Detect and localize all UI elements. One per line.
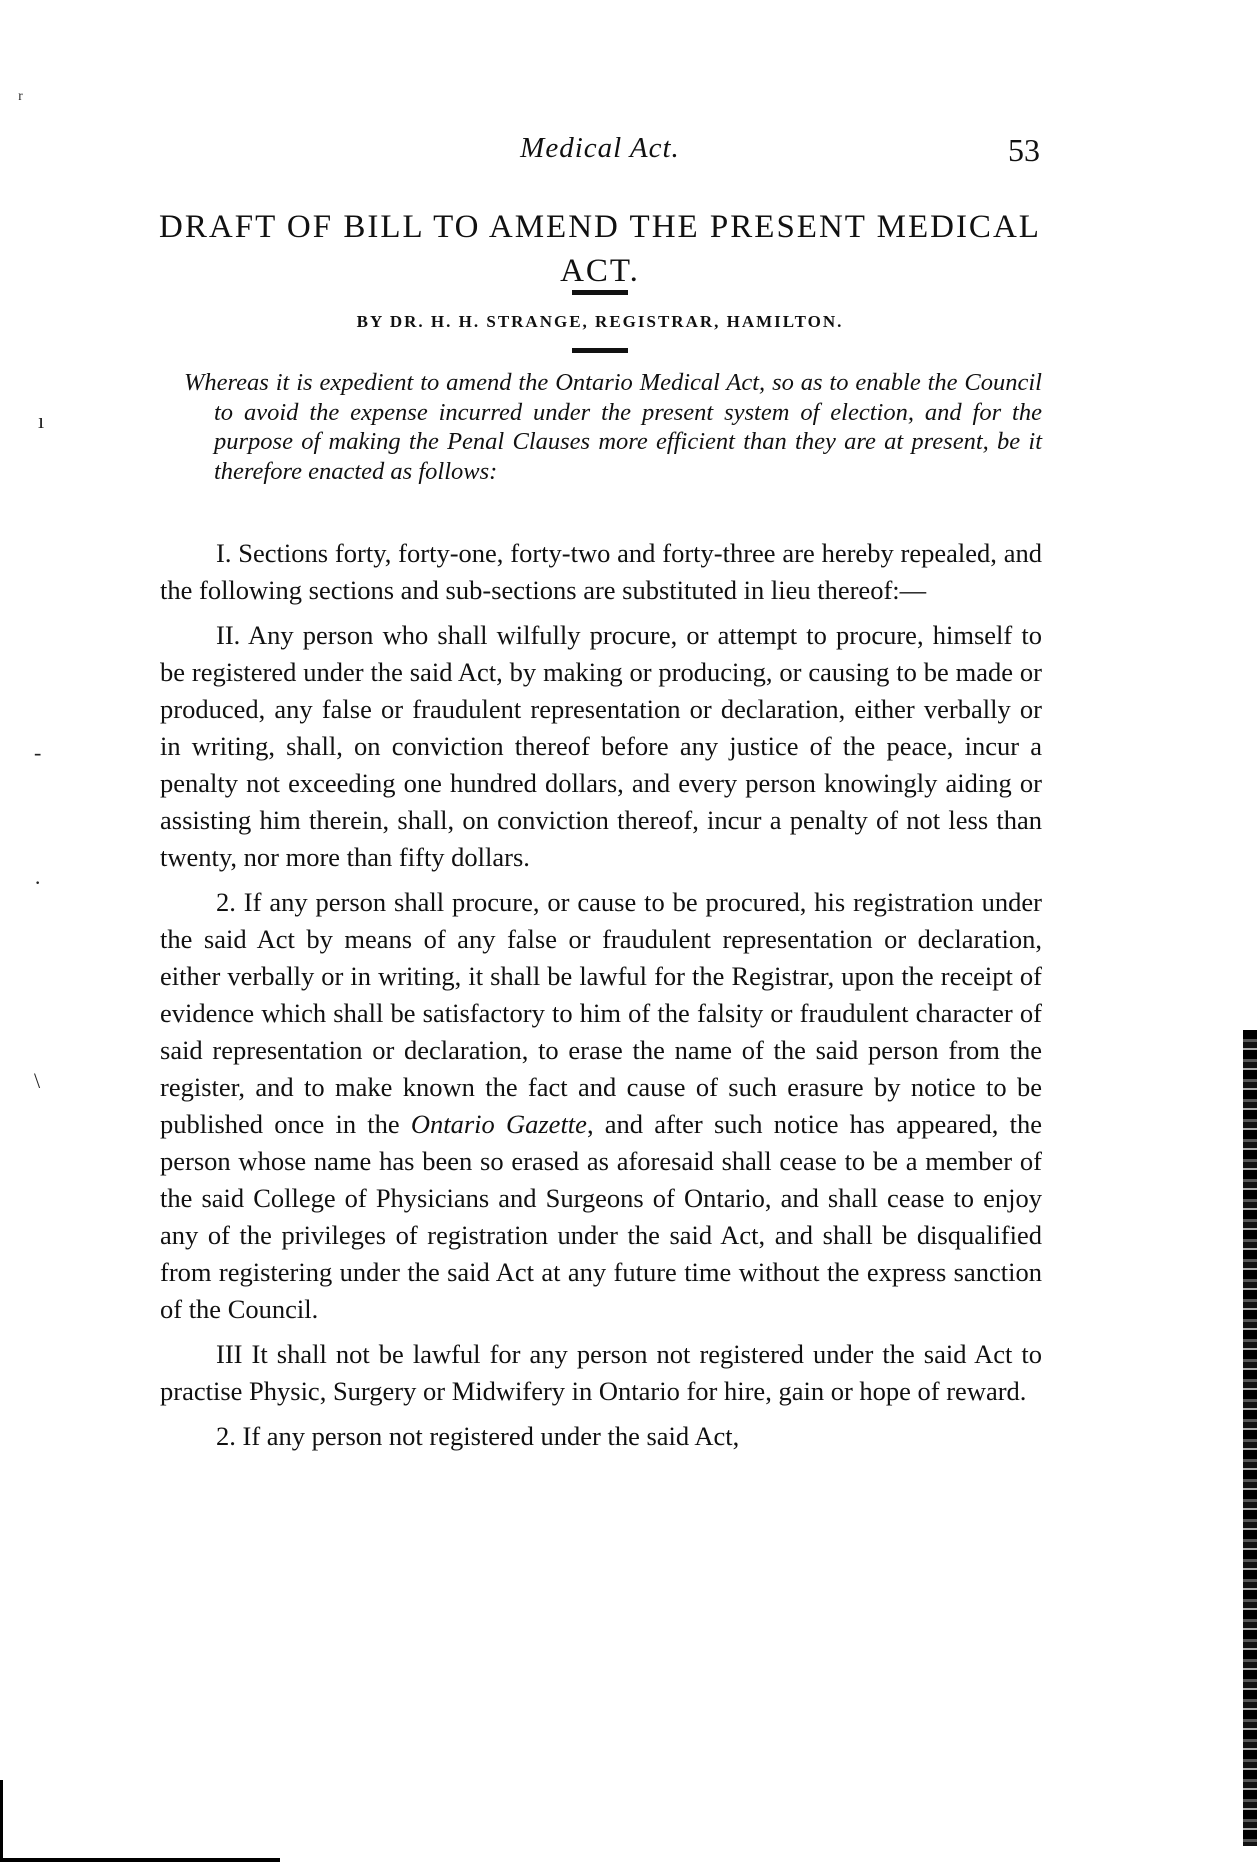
section-paragraph: III It shall not be lawful for any person not registered under the said Act to practise Physic, Surgery or Midwifery in Ontario for hire, gain or hope of reward.: [160, 1339, 1042, 1406]
subsection-paragraph: 2. If any person not registered under the said Act,: [216, 1421, 740, 1451]
margin-mark: ·: [34, 870, 42, 895]
title-divider: [572, 290, 628, 295]
scan-edge-rule: [0, 1858, 280, 1862]
title-line-2: ACT.: [560, 253, 640, 289]
page-number: 53: [1008, 132, 1040, 168]
binding-edge: [1243, 1030, 1257, 1846]
margin-mark: ʳ: [18, 86, 23, 111]
byline-divider: [572, 348, 628, 353]
margin-mark: ı: [38, 408, 45, 433]
byline: BY DR. H. H. STRANGE, REGISTRAR, HAMILTON.: [356, 312, 844, 331]
section-paragraph: II. Any person who shall wilfully procure, or attempt to procure, himself to be registered under the said Act, by making or producing, or causing to be made or produced, any false or fraudulent representation or declaration, either verbally or in writing, shall, on conviction thereof before any justice of the peace, incur a penalty not exceeding one hundred dollars, and every person knowingly aiding or assisting him therein, shall, on conviction thereof, incur a penalty of not less than twenty, nor more than fifty dollars.: [160, 620, 1042, 872]
title-line-1: DRAFT OF BILL TO AMEND THE PRESENT MEDICAL: [159, 209, 1041, 245]
subsection-text: , and after such notice has appeared, the person whose name has been so erased as aforesaid shall cease to be a member of the said College of Physicians and Surgeons of Ontario, and shall cease to enjoy any of the privileges of registration under the said Act, and shall be disqualified from registering under the said Act at any future time without the express sanction of the Council.: [160, 1109, 1043, 1324]
margin-mark: \: [34, 1068, 41, 1093]
section-paragraph: I. Sections forty, forty-one, forty-two and forty-three are hereby repealed, and the following sections and sub-sections are substituted in lieu thereof:—: [160, 538, 1042, 605]
margin-mark: -: [34, 740, 42, 765]
running-title: Medical Act.: [520, 132, 680, 164]
subsection-paragraph: [160, 884, 1042, 1328]
bill-body: [160, 535, 1042, 1463]
running-head: [160, 132, 1040, 172]
gazette-name: Ontario Gazette: [410, 1109, 587, 1139]
preamble: Whereas it is expedient to amend the Ontario Medical Act, so as to enable the Council to avoid the expense incurred under the present system of election, and for the purpose of making the Penal Clauses more efficient than they are at present, be it therefore enacted as follows:: [184, 369, 1042, 485]
subsection-text: 2. If any person shall procure, or cause to be procured, his registration under the said Act by means of any false or fraudulent representation or declaration, either verbally or in writing, it shall be lawful for the Registrar, upon the receipt of evidence which shall be satisfactory to him of the falsity or fraudulent character of said representation or declaration, to erase the name of the said person from the register, and to make known the fact and cause of such erasure by notice to be published once in the: [160, 887, 1042, 1139]
scan-edge-mark: [0, 1780, 3, 1860]
page-title: [150, 205, 1050, 293]
